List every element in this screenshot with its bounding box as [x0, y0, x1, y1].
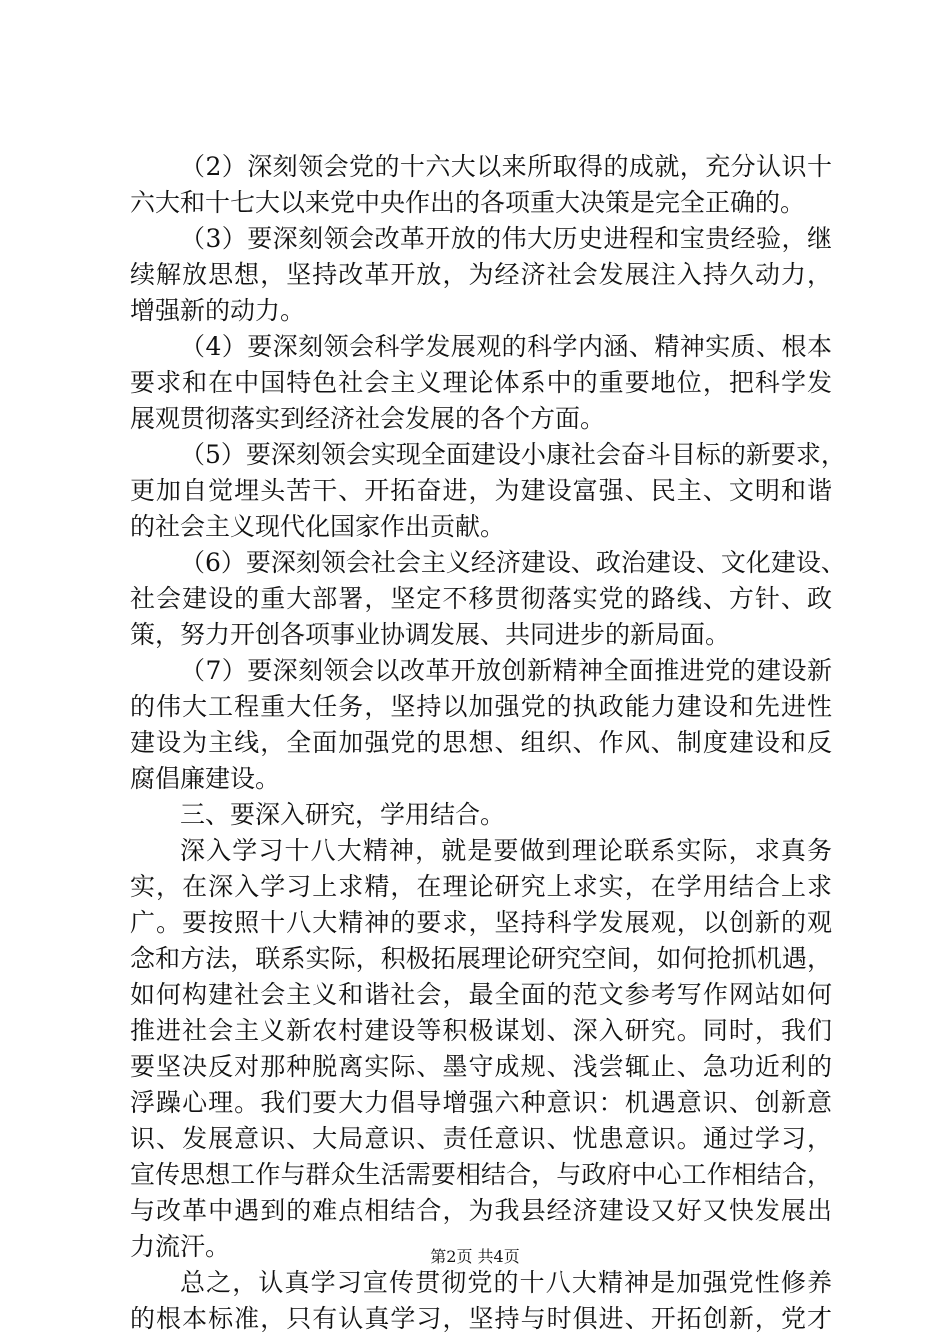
text-line: 宣传思想工作与群众生活需要相结合，与政府中心工作相结合，	[130, 1160, 832, 1189]
text-line: 要坚决反对那种脱离实际、墨守成规、浅尝辄止、急功近利的	[130, 1052, 832, 1081]
text-line: 社会建设的重大部署，坚定不移贯彻落实党的路线、方针、政	[130, 584, 832, 613]
paragraph-item-4	[130, 329, 832, 437]
paragraph-conclusion	[130, 1265, 832, 1337]
paragraph-item-2	[130, 149, 832, 221]
text-line: 更加自觉埋头苦干、开拓奋进，为建设富强、民主、文明和谐	[130, 476, 832, 505]
text-line: 总之，认真学习宣传贯彻党的十八大精神是加强党性修养	[180, 1268, 832, 1297]
paragraph-study-research	[130, 833, 832, 1265]
page-footer: 第2页 共4页	[430, 1247, 520, 1266]
text-line: 展观贯彻落实到经济社会发展的各个方面。	[130, 404, 606, 433]
text-line: 浮躁心理。我们要大力倡导增强六种意识：机遇意识、创新意	[130, 1088, 832, 1117]
text-line: 推进社会主义新农村建设等积极谋划、深入研究。同时，我们	[130, 1016, 832, 1045]
text-line: （7）要深刻领会以改革开放创新精神全面推进党的建设新	[180, 656, 832, 685]
text-line: 念和方法，联系实际，积极拓展理论研究空间，如何抢抓机遇，	[130, 944, 832, 973]
text-line: 的伟大工程重大任务，坚持以加强党的执政能力建设和先进性	[130, 692, 832, 721]
text-line: 六大和十七大以来党中央作出的各项重大决策是完全正确的。	[130, 188, 806, 217]
paragraph-item-7	[130, 653, 832, 797]
text-line: （6）要深刻领会社会主义经济建设、政治建设、文化建设、	[180, 548, 846, 577]
text-line: 腐倡廉建设。	[130, 764, 281, 793]
text-line: 与改革中遇到的难点相结合，为我县经济建设又好又快发展出	[130, 1196, 832, 1225]
text-line: 广。要按照十八大精神的要求，坚持科学发展观，以创新的观	[130, 908, 832, 937]
paragraph-item-3	[130, 221, 832, 329]
section-heading	[130, 797, 832, 833]
text-line: 实，在深入学习上求精，在理论研究上求实，在学用结合上求	[130, 872, 832, 901]
text-line: 力流汗。	[130, 1232, 231, 1261]
text-line: 如何构建社会主义和谐社会，最全面的范文参考写作网站如何	[130, 980, 832, 1009]
text-line: 的社会主义现代化国家作出贡献。	[130, 512, 506, 541]
document-body	[130, 149, 846, 1337]
text-line: 增强新的动力。	[130, 296, 306, 325]
text-line: 的根本标准，只有认真学习，坚持与时俱进、开拓创新，党才	[130, 1304, 832, 1333]
paragraph-item-6	[130, 545, 846, 653]
heading-text: 三、要深入研究，学用结合。	[180, 800, 506, 829]
text-line: （5）要深刻领会实现全面建设小康社会奋斗目标的新要求，	[180, 440, 846, 469]
text-line: 建设为主线，全面加强党的思想、组织、作风、制度建设和反	[130, 728, 832, 757]
text-line: 策，努力开创各项事业协调发展、共同进步的新局面。	[130, 620, 731, 649]
text-line: 识、发展意识、大局意识、责任意识、忧患意识。通过学习，	[130, 1124, 832, 1153]
text-line: （2）深刻领会党的十六大以来所取得的成就，充分认识十	[180, 152, 832, 181]
text-line: （3）要深刻领会改革开放的伟大历史进程和宝贵经验，继	[180, 224, 832, 253]
text-line: 要求和在中国特色社会主义理论体系中的重要地位，把科学发	[130, 368, 832, 397]
text-line: （4）要深刻领会科学发展观的科学内涵、精神实质、根本	[180, 332, 832, 361]
text-line: 深入学习十八大精神，就是要做到理论联系实际，求真务	[180, 836, 832, 865]
paragraph-item-5	[130, 437, 846, 545]
text-line: 续解放思想，坚持改革开放，为经济社会发展注入持久动力，	[130, 260, 832, 289]
